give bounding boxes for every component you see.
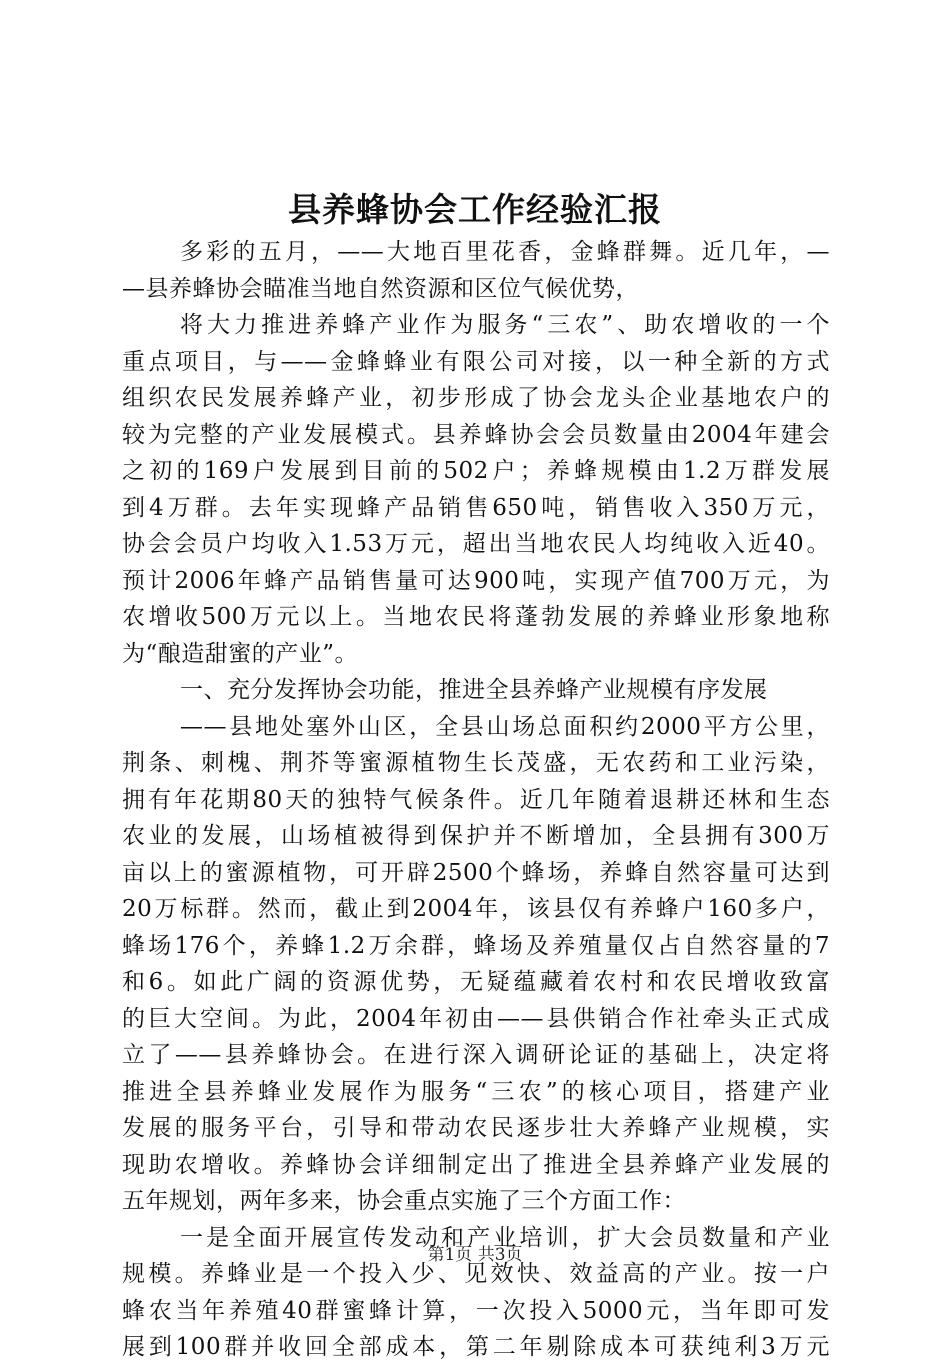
page-footer: 第1页 共3页 — [427, 1245, 523, 1265]
body-line: 重点项目，与——金蜂蜂业有限公司对接，以一种全新的方式 — [122, 348, 830, 375]
body-line: 的巨大空间。为此，2004年初由——县供销合作社牵头正式成 — [122, 1005, 830, 1032]
body-line: 农增收500万元以上。当地农民将蓬勃发展的养蜂业形象地称 — [122, 604, 830, 630]
body-line: 拥有年花期80天的独特气候条件。近几年随着退耕还林和生态 — [122, 786, 830, 813]
body-line: 蜂农当年养殖40群蜜蜂计算，一次投入5000元，当年即可发 — [122, 1297, 830, 1324]
body-line: 立了——县养蜂协会。在进行深入调研论证的基础上，决定将 — [122, 1042, 830, 1068]
body-line: 规模。养蜂业是一个投入少、见效快、效益高的产业。按一户 — [122, 1261, 830, 1287]
body-line: 荆条、刺槐、荆芥等蜜源植物生长茂盛，无农药和工业污染， — [122, 750, 830, 776]
body-line: 发展的服务平台，引导和带动农民逐步壮大养蜂产业规模，实 — [122, 1115, 830, 1141]
body-line: 五年规划，两年多来，协会重点实施了三个方面工作： — [122, 1188, 686, 1214]
body-line: 组织农民发展养蜂产业，初步形成了协会龙头企业基地农户的 — [122, 385, 830, 411]
body-line: 农业的发展，山场植被得到保护并不断增加，全县拥有300万 — [122, 823, 830, 849]
body-line: 和6。如此广阔的资源优势，无疑蕴藏着农村和农民增收致富 — [122, 969, 830, 995]
body-line: 亩以上的蜜源植物，可开辟2500个蜂场，养蜂自然容量可达到 — [122, 859, 830, 886]
document-body — [122, 234, 830, 1366]
body-line: 协会会员户均收入1.53万元，超出当地农民人均纯收入近40。 — [122, 531, 830, 557]
body-line: 到4万群。去年实现蜂产品销售650吨，销售收入350万元， — [122, 494, 830, 521]
body-line: 20万标群。然而，截止到2004年，该县仅有养蜂户160多户， — [122, 896, 830, 922]
document-title: 县养蜂协会工作经验汇报 — [288, 190, 662, 229]
body-line: 之初的169户发展到目前的502户；养蜂规模由1.2万群发展 — [122, 458, 830, 484]
body-line: 现助农增收。养蜂协会详细制定出了推进全县养蜂产业发展的 — [122, 1151, 830, 1178]
body-line: 预计2006年蜂产品销售量可达900吨，实现产值700万元，为 — [122, 567, 830, 594]
body-line: 展到100群并收回全部成本，第二年剔除成本可获纯利3万元 — [122, 1334, 830, 1360]
body-line: 一、充分发挥协会功能，推进全县养蜂产业规模有序发展 — [180, 677, 768, 703]
body-line: 为“酿造甜蜜的产业”。 — [122, 640, 359, 667]
body-line: 多彩的五月，——大地百里花香，金蜂群舞。近几年，— — [180, 239, 830, 265]
body-line: 推进全县养蜂业发展作为服务“三农”的核心项目，搭建产业 — [122, 1078, 830, 1105]
body-line: 蜂场176个，养蜂1.2万余群，蜂场及养殖量仅占自然容量的7 — [122, 932, 830, 959]
body-line: 将大力推进养蜂产业作为服务“三农”、助农增收的一个 — [180, 312, 830, 338]
body-line: ——县地处塞外山区，全县山场总面积约2000平方公里， — [180, 713, 830, 740]
body-line: —县养蜂协会瞄准当地自然资源和区位气候优势， — [122, 275, 639, 302]
body-line: 一是全面开展宣传发动和产业培训，扩大会员数量和产业 — [180, 1224, 830, 1251]
body-line: 较为完整的产业发展模式。县养蜂协会会员数量由2004年建会 — [122, 421, 830, 448]
